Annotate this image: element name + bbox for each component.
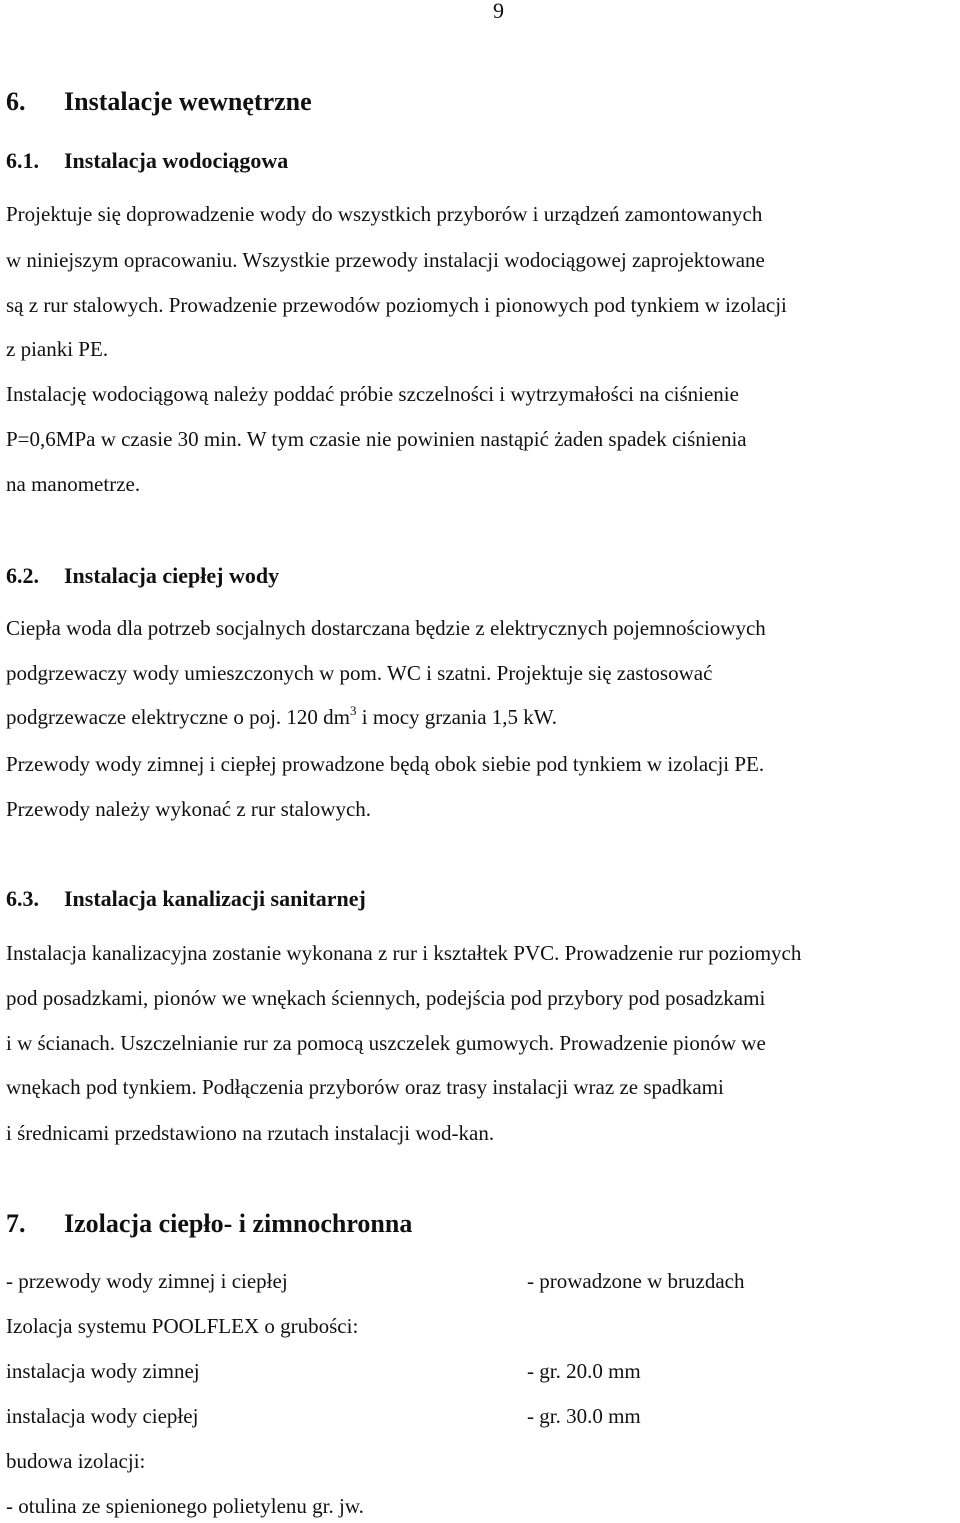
- line-text: i mocy grzania 1,5 kW.: [356, 705, 557, 729]
- paragraph-line: są z rur stalowych. Prowadzenie przewodów poziomych i pionowych pod tynkiem w izolacji: [6, 293, 787, 317]
- insulation-row-left: budowa izolacji:: [6, 1449, 146, 1473]
- paragraph-line: i w ścianach. Uszczelnianie rur za pomocą uszczelek gumowych. Prowadzenie pionów we: [6, 1031, 766, 1055]
- paragraph-line: Instalacja kanalizacyjna zostanie wykonana z rur i kształtek PVC. Prowadzenie rur poziomych: [6, 941, 802, 965]
- paragraph-line: Ciepła woda dla potrzeb socjalnych dostarczana będzie z elektrycznych pojemnościowych: [6, 616, 766, 640]
- page-number: 9: [493, 0, 504, 23]
- paragraph-line: podgrzewaczy wody umieszczonych w pom. WC i szatni. Projektuje się zastosować: [6, 661, 713, 685]
- section-7-number: 7.: [6, 1209, 26, 1238]
- section-6-3-number: 6.3.: [6, 886, 39, 911]
- paragraph-line: Przewody należy wykonać z rur stalowych.: [6, 797, 372, 821]
- paragraph-line: w niniejszym opracowaniu. Wszystkie przewody instalacji wodociągowej zaprojektowane: [6, 248, 765, 272]
- section-6-1-number: 6.1.: [6, 148, 39, 173]
- insulation-row-left: instalacja wody ciepłej: [6, 1404, 199, 1428]
- paragraph-line: Projektuje się doprowadzenie wody do wszystkich przyborów i urządzeń zamontowanych: [6, 202, 763, 226]
- paragraph-line: [6, 705, 557, 730]
- insulation-row-right: - gr. 30.0 mm: [527, 1404, 641, 1428]
- section-6-number: 6.: [6, 87, 26, 116]
- section-6-3-title: Instalacja kanalizacji sanitarnej: [64, 886, 366, 911]
- insulation-row-left: - przewody wody zimnej i ciepłej: [6, 1269, 288, 1293]
- insulation-row-right: - gr. 20.0 mm: [527, 1359, 641, 1383]
- section-6-heading: [6, 87, 312, 117]
- paragraph-line: Przewody wody zimnej i ciepłej prowadzone będą obok siebie pod tynkiem w izolacji PE.: [6, 752, 765, 776]
- section-7-heading: [6, 1209, 412, 1239]
- paragraph-line: i średnicami przedstawiono na rzutach instalacji wod-kan.: [6, 1121, 495, 1145]
- paragraph-line: pod posadzkami, pionów we wnękach ściennych, podejścia pod przybory pod posadzkami: [6, 986, 766, 1010]
- section-6-title: Instalacje wewnętrzne: [64, 87, 312, 116]
- section-6-2-number: 6.2.: [6, 563, 39, 588]
- section-6-1-title: Instalacja wodociągowa: [64, 148, 289, 173]
- paragraph-line: wnękach pod tynkiem. Podłączenia przyborów oraz trasy instalacji wraz ze spadkami: [6, 1075, 724, 1099]
- superscript: 3: [350, 703, 357, 718]
- line-text: podgrzewacze elektryczne o poj. 120 dm: [6, 705, 351, 729]
- paragraph-line: na manometrze.: [6, 472, 141, 496]
- insulation-row-left: - otulina ze spienionego polietylenu gr. jw.: [6, 1494, 364, 1518]
- section-6-3-heading: [6, 886, 366, 912]
- paragraph-line: P=0,6MPa w czasie 30 min. W tym czasie nie powinien nastąpić żaden spadek ciśnienia: [6, 427, 747, 451]
- section-7-title: Izolacja ciepło- i zimnochronna: [64, 1209, 413, 1238]
- insulation-row-left: instalacja wody zimnej: [6, 1359, 200, 1383]
- section-6-2-title: Instalacja ciepłej wody: [64, 563, 280, 588]
- paragraph-line: z pianki PE.: [6, 337, 109, 361]
- insulation-row-left: Izolacja systemu POOLFLEX o grubości:: [6, 1314, 359, 1338]
- section-6-2-heading: [6, 563, 279, 589]
- section-6-1-heading: [6, 148, 288, 174]
- insulation-row-right: - prowadzone w bruzdach: [527, 1269, 745, 1293]
- paragraph-line: Instalację wodociągową należy poddać próbie szczelności i wytrzymałości na ciśnienie: [6, 382, 739, 406]
